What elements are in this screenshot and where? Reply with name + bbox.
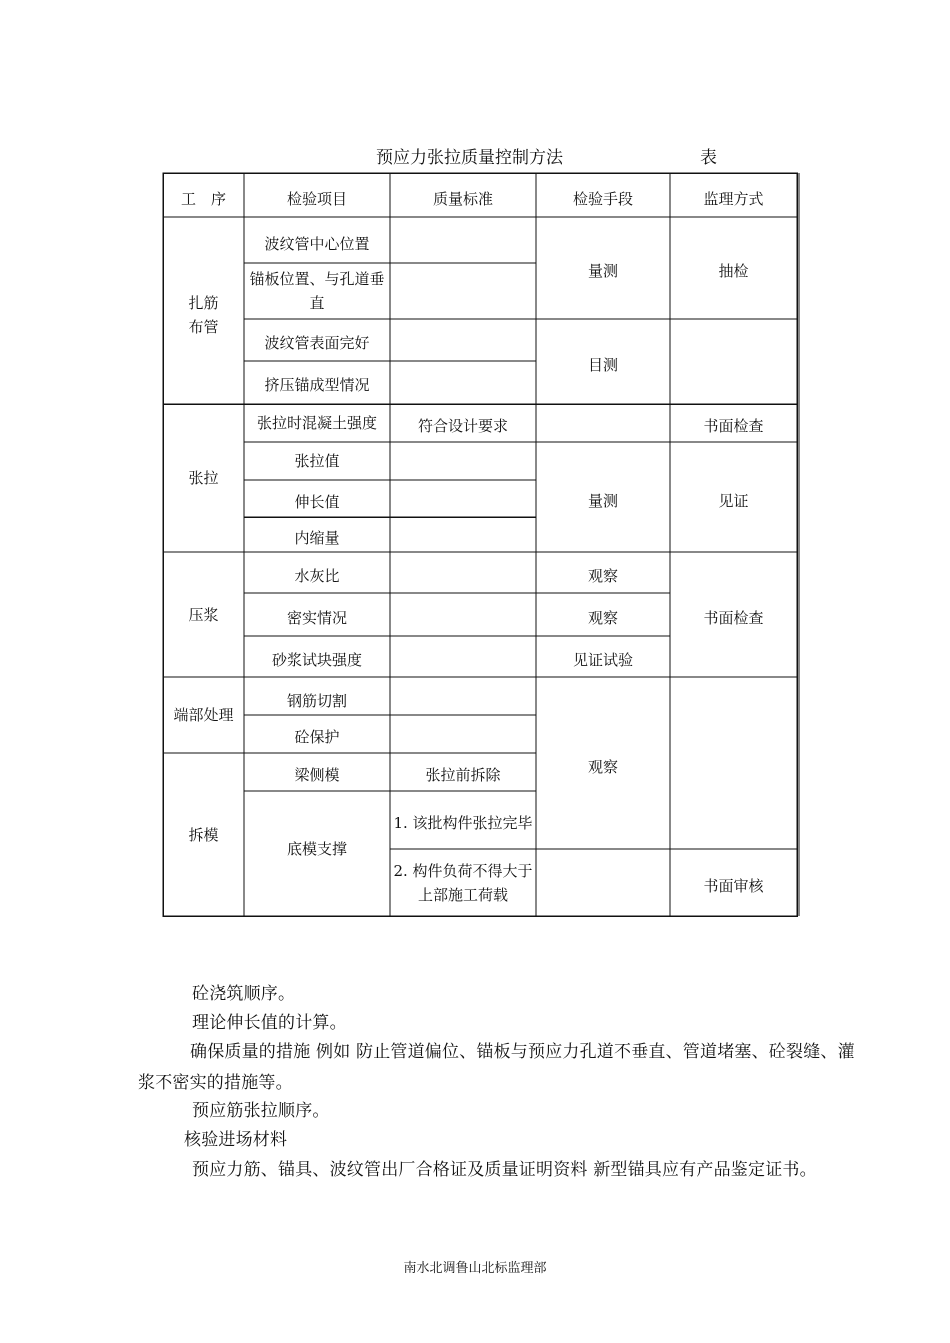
paragraph-elongation-calc: 理论伸长值的计算。	[192, 1013, 347, 1033]
header-inspection-method: 检验手段	[572, 190, 633, 208]
process-end-treatment: 端部处理	[173, 706, 234, 724]
supervision-written-review: 书面审核	[703, 876, 764, 895]
method-observe-1: 观察	[587, 567, 618, 585]
item-bottom-form: 底模支撑	[286, 839, 347, 858]
page-footer: 南水北调鲁山北标监理部	[403, 1261, 547, 1276]
table-title-main: 预应力张拉质量控制方法	[376, 148, 563, 168]
item-compactness: 密实情况	[286, 609, 347, 627]
method-visual: 目测	[587, 355, 618, 374]
method-observe-3: 观察	[587, 758, 618, 776]
item-extrusion-anchor: 挤压锚成型情况	[264, 375, 370, 394]
supervision-spot-check: 抽检	[718, 262, 749, 280]
standard-side-form: 张拉前拆除	[425, 766, 501, 784]
item-water-cement-ratio: 水灰比	[294, 567, 340, 585]
item-side-form: 梁侧模	[294, 766, 340, 784]
header-quality-standard: 质量标准	[432, 190, 493, 208]
standard-concrete-strength: 符合设计要求	[417, 417, 508, 435]
standard-bottom-1: 1. 该批构件张拉完毕	[393, 814, 533, 832]
item-elongation: 伸长值	[294, 492, 340, 511]
item-rebar-cutting: 钢筋切割	[286, 692, 347, 710]
supervision-written-check-2: 书面检查	[703, 609, 764, 627]
supervision-written-check-1: 书面检查	[703, 417, 764, 435]
standard-bottom-2: 2. 构件负荷不得大于上部施工荷载	[393, 861, 533, 904]
method-witness-test: 见证试验	[572, 651, 633, 669]
paragraph-material-check: 核验进场材料	[184, 1130, 288, 1150]
item-concrete-strength: 张拉时混凝土强度	[256, 414, 377, 432]
item-duct-center: 波纹管中心位置	[264, 235, 370, 253]
process-rebar-duct: 扎筋 布管	[188, 293, 219, 336]
paragraph-pouring-sequence: 砼浇筑顺序。	[192, 984, 296, 1004]
method-measure-1: 量测	[587, 262, 618, 280]
header-process: 工 序	[180, 190, 226, 208]
item-mortar-specimen: 砂浆试块强度	[271, 651, 362, 669]
item-concrete-protection: 砼保护	[294, 728, 340, 746]
item-anchor-plate: 锚板位置、与孔道垂直	[249, 270, 385, 312]
item-tension-value: 张拉值	[294, 452, 340, 470]
method-observe-2: 观察	[587, 609, 618, 627]
header-inspection-item: 检验项目	[286, 190, 347, 208]
process-tensioning: 张拉	[188, 469, 219, 487]
paragraph-tension-sequence: 预应筋张拉顺序。	[192, 1101, 330, 1121]
method-measure-2: 量测	[587, 492, 618, 510]
header-supervision-method: 监理方式	[703, 190, 764, 208]
supervision-witness: 见证	[718, 492, 749, 510]
paragraph-certificates: 预应力筋、锚具、波纹管出厂合格证及质量证明资料 新型锚具应有产品鉴定证书。	[192, 1160, 817, 1180]
process-grouting: 压浆	[188, 605, 219, 624]
item-duct-surface: 波纹管表面完好	[264, 333, 370, 352]
table-title-suffix: 表	[700, 148, 717, 168]
item-retraction: 内缩量	[294, 528, 340, 547]
paragraph-quality-measures: 确保质量的措施 例如 防止管道偏位、锚板与预应力孔道不垂直、管道堵塞、砼裂缝、灌浆不密实的措施等。	[138, 1042, 855, 1093]
process-formwork-removal: 拆模	[188, 825, 219, 844]
